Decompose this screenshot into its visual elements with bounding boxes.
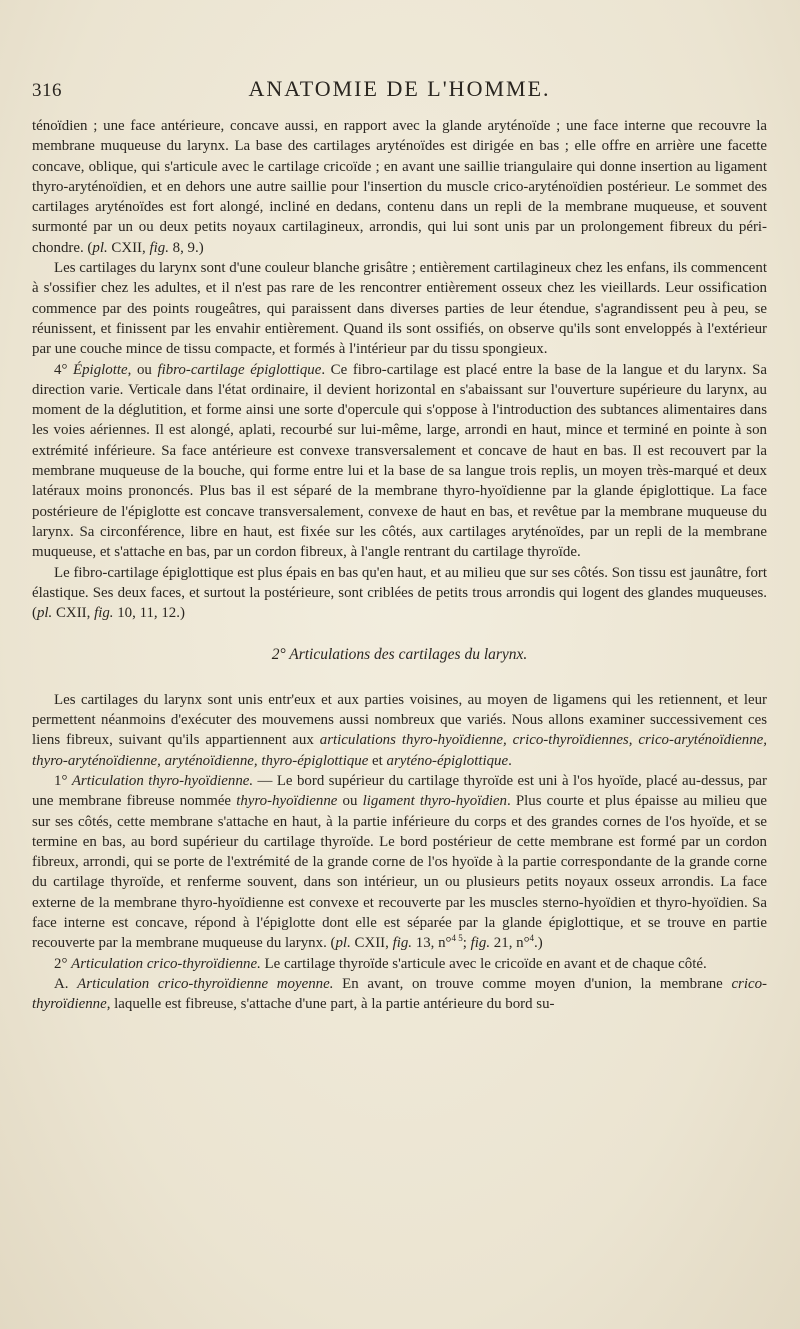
paragraph-articulations-intro: Les cartilages du larynx sont unis entr'eux et aux parties voisines, au moyen de ligamens qui les retiennent, et leur permettent néanmoins d'exécuter des mouvemens aussi nombreux que variés. Nous allons examiner successivement ces liens fibreux, suivant qu'ils appartiennent aux articulations thyro-hyoïdienne, crico-thyroïdiennes, crico-aryténoïdienne, thyro-aryténoïdienne, aryténoïdienne, thyro-épiglottique et aryténo-épiglottique. — [32, 691, 767, 769]
section-heading: 2° Articulations des cartilages du larynx. — [271, 646, 528, 664]
paragraph-epiglottic-tissue: Le fibro-cartilage épiglottique est plus épais en bas qu'en haut, et au milieu que sur ses côtés. Son tissu est jaunâtre, fort élastique. Ses deux faces, et surtout la postérieure, sont criblées de petits trous arrondis qui logent des glandes muqueuses. (pl. CXII, fig. 10, 11, 12.) — [32, 564, 767, 622]
page-number: 316 — [32, 80, 62, 101]
paragraph-crico-thyroid-middle: A. Articulation crico-thyroïdienne moyenne. En avant, on trouve comme moyen d'union, la membrane crico-thyroïdienne, laquelle est fibreuse, s'attache d'une part, à la partie antérieure du bord su- — [32, 975, 767, 1013]
running-title: ANATOMIE DE L'HOMME. — [248, 76, 551, 101]
page-header — [32, 76, 767, 110]
paragraph-arytenoid-base: ténoïdien ; une face antérieure, concave aussi, en rapport avec la glande aryténoïde ; une face interne que recouvre la membrane muqueuse du larynx. La base des cartilages aryténoïdes est dirigée en bas ; elle offre en arrière une facette concave, oblique, qui s'articule avec le cartilage cricoïde ; en avant une saillie triangulaire qui donne insertion au ligament thyro-aryténoïdien, et en dehors une autre saillie pour l'insertion du muscle crico-aryténoïdien postérieur. Le sommet des cartilages aryténoïdes est fort alongé, incliné en dedans, contenu dans un repli de la membrane muqueuse, et souvent surmonté par un ou deux petits noyaux cartilagineux, arrondis, qui lui sont unis par un prolongement fibreux du péri-chondre. (pl. CXII, fig. 8, 9.) — [32, 118, 767, 256]
paragraph-thyro-hyoid: 1° Articulation thyro-hyoïdienne. — Le bord supérieur du cartilage thyroïde est uni à l'os hyoïde, placé au-dessus, par une membrane fibreuse nommée thyro-hyoïdienne ou ligament thyro-hyoïdien. Plus courte et plus épaisse au milieu que sur ses côtés, cette membrane s'attache en haut, à la partie inférieure du corps et des grandes cornes de l'os hyoïde, et se termine en bas, au bord supérieur du cartilage thyroïde. Le bord postérieur de cette membrane est formé par un cordon fibreux, arrondi, qui se porte de l'extrémité de la grande corne de l'os hyoïde à la partie correspondante de la grande corne du cartilage thyroïde, et renferme souvent, dans son intérieur, un ou plusieurs petits noyaux osseux arrondis. La face externe de la membrane thyro-hyoïdienne est convexe et recouverte par les muscles sterno-hyoïdien et thyro-hyoïdien. Sa face interne est concave, répond à l'épiglotte dont elle est séparée par la glande épiglottique, et se trouve en partie recouverte par la membrane muqueuse du larynx. (pl. CXII, fig. 13, n°$^{4 5}$; fig. 21, n°$^4$.) — [32, 772, 768, 952]
body-text — [32, 116, 767, 1014]
paragraph-cartilage-ossification: Les cartilages du larynx sont d'une couleur blanche grisâtre ; entièrement cartilagineux chez les enfans, ils commencent à s'ossifier chez les adultes, et il n'est pas rare de les rencontrer entièrement osseux chez les vieillards. Leur ossification commence par des points rougeâtres, qui paraissent dans diverses parties de leur étendue, s'agrandissent peu à peu, se réunissent, et finissent par les envahir entièrement. Quand ils sont ossifiés, on observe qu'ils sont enveloppés à l'extérieur par une couche mince de tissu compacte, et formés à l'intérieur par du tissu spongieux. — [32, 260, 767, 358]
paragraph-crico-thyroid: 2° Articulation crico-thyroïdienne. Le cartilage thyroïde s'articule avec le cricoïde en avant et de chaque côté. — [54, 955, 707, 972]
paragraph-epiglottis: 4° Épiglotte, ou fibro-cartilage épiglottique. Ce fibro-cartilage est placé entre la base de la langue et du larynx. Sa direction varie. Verticale dans l'état ordinaire, il devient horizontal en s'abaissant sur l'ouverture supérieure du larynx, au moment de la déglutition, et forme ainsi une sorte d'opercule qui s'oppose à l'introduction des subtances alimentaires dans les voies aériennes. Il est alongé, aplati, recourbé sur lui-même, large, arrondi en haut, mince et terminé en pointe à son extrémité inférieure. Sa face antérieure est convexe transversalement et concave de haut en bas. Il est recouvert par la membrane muqueuse de la bouche, qui forme entre lui et la base de sa langue trois replis, un moyen très-marqué et deux latéraux moins prononcés. Plus bas il est séparé de la membrane thyro-hyoïdienne par la glande épiglottique. La face postérieure de l'épiglotte est concave transversalement, convexe de haut en bas, et revêtue par la membrane muqueuse du larynx. Sa circonférence, libre en haut, est fixée sur les côtés, aux cartilages aryténoïdes, par un repli de la membrane muqueuse, et s'attache en bas, par un cordon fibreux, à l'angle rentrant du cartilage thyroïde. — [32, 361, 767, 561]
